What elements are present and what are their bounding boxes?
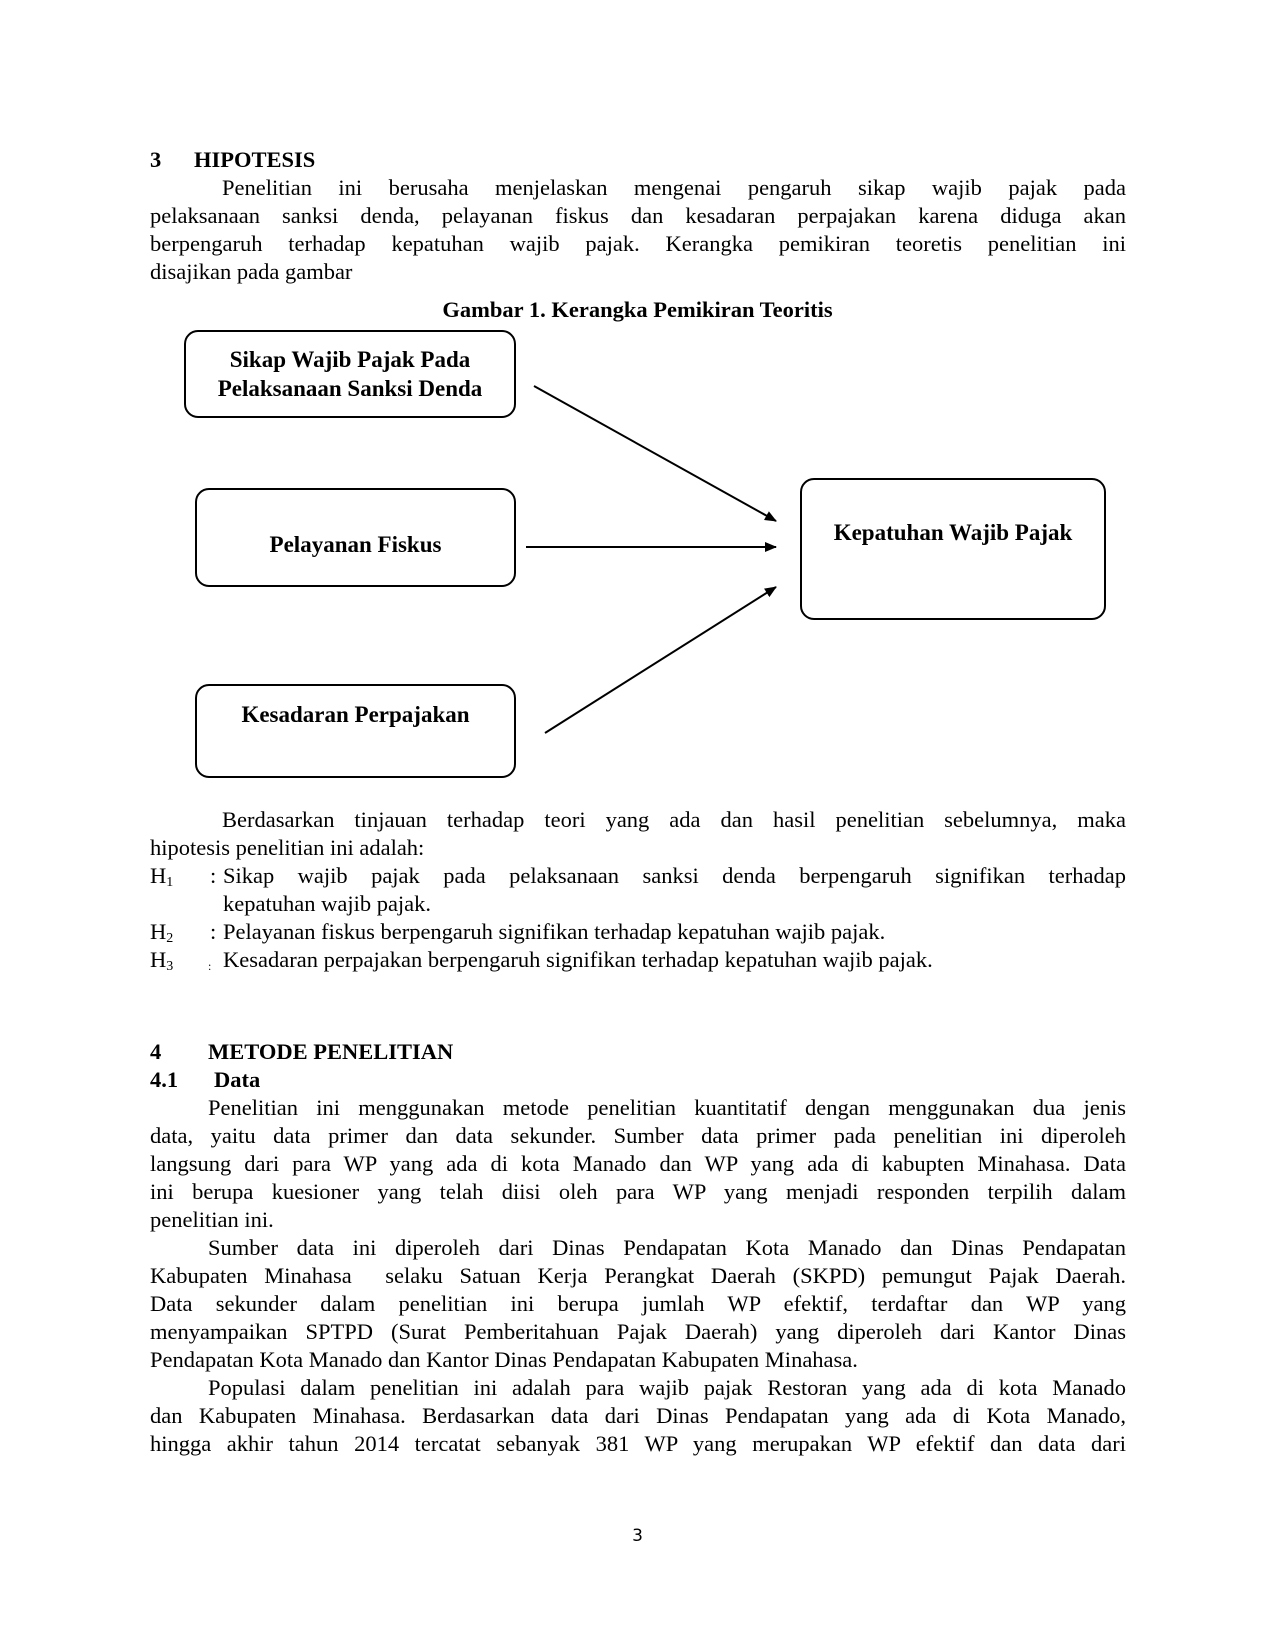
- hypotheses-intro-line: hipotesis penelitian ini adalah:: [150, 835, 425, 860]
- hypothesis-h3-text: Kesadaran perpajakan berpengaruh signifikan terhadap kepatuhan wajib pajak.: [223, 947, 933, 972]
- data-paragraph-1-line: langsung dari para WP yang ada di kota Manado dan WP yang ada di kabupten Minahasa. Data: [150, 1151, 1126, 1176]
- hypothesis-colon: :: [210, 919, 217, 944]
- data-paragraph-1-line: ini berupa kuesioner yang telah diisi oleh para WP yang menjadi responden terpilih dalam: [150, 1179, 1126, 1204]
- figure-caption: Gambar 1. Kerangka Pemikiran Teoritis: [442, 297, 833, 322]
- box-pelayanan-label: Pelayanan Fiskus: [269, 532, 442, 557]
- data-paragraph-1-line: Penelitian ini menggunakan metode penelitian kuantitatif dengan menggunakan dua jenis: [208, 1095, 1126, 1120]
- hypothesis-colon: :: [210, 863, 217, 888]
- section-3-paragraph-line: disajikan pada gambar: [150, 259, 353, 284]
- section-3-paragraph-line: Penelitian ini berusaha menjelaskan mengenai pengaruh sikap wajib pajak pada: [222, 175, 1126, 200]
- hypothesis-colon: :: [208, 959, 212, 973]
- data-paragraph-2-line: menyampaikan SPTPD (Surat Pemberitahuan Pajak Daerah) yang diperoleh dari Kantor Dinas: [150, 1319, 1126, 1344]
- hypothesis-h1-text: Sikap wajib pajak pada pelaksanaan sanksi denda berpengaruh signifikan terhadap: [223, 863, 1126, 888]
- data-paragraph-3-line: dan Kabupaten Minahasa. Berdasarkan data dari Dinas Pendapatan yang ada di Kota Manado,: [150, 1403, 1126, 1428]
- box-kesadaran-label: Kesadaran Perpajakan: [241, 702, 470, 727]
- data-paragraph-2-line: Pendapatan Kota Manado dan Kantor Dinas Pendapatan Kabupaten Minahasa.: [150, 1347, 858, 1372]
- section-4-number: 4: [150, 1039, 162, 1064]
- section-3-paragraph-line: berpengaruh terhadap kepatuhan wajib pajak. Kerangka pemikiran teoretis penelitian ini: [150, 231, 1126, 256]
- data-paragraph-2-line: Data sekunder dalam penelitian ini berupa jumlah WP efektif, terdaftar dan WP yang: [150, 1291, 1126, 1316]
- box-kepatuhan-label: Kepatuhan Wajib Pajak: [833, 520, 1073, 545]
- section-4-1-title: Data: [214, 1067, 261, 1092]
- section-4-title: METODE PENELITIAN: [208, 1039, 454, 1064]
- section-4-1-number: 4.1: [150, 1067, 179, 1092]
- data-paragraph-3-line: Populasi dalam penelitian ini adalah para wajib pajak Restoran yang ada di kota Manado: [208, 1375, 1126, 1400]
- data-paragraph-2-line: Kabupaten Minahasa selaku Satuan Kerja Perangkat Daerah (SKPD) pemungut Pajak Daerah.: [150, 1263, 1126, 1288]
- data-paragraph-3-line: hingga akhir tahun 2014 tercatat sebanyak 381 WP yang merupakan WP efektif dan data dari: [150, 1431, 1126, 1456]
- section-3-title: HIPOTESIS: [194, 147, 316, 172]
- box-sikap-line-2: Pelaksanaan Sanksi Denda: [217, 376, 483, 401]
- hypothesis-h2-text: Pelayanan fiskus berpengaruh signifikan terhadap kepatuhan wajib pajak.: [223, 919, 886, 944]
- data-paragraph-2-line: Sumber data ini diperoleh dari Dinas Pendapatan Kota Manado dan Dinas Pendapatan: [208, 1235, 1126, 1260]
- section-3-number: 3: [150, 147, 162, 172]
- box-sikap-line-1: Sikap Wajib Pajak Pada: [229, 347, 471, 372]
- hypothesis-label-h2: $H_2$: [150, 919, 174, 946]
- data-paragraph-1-line: penelitian ini.: [150, 1207, 274, 1232]
- hypothesis-h1-text-cont: kepatuhan wajib pajak.: [223, 891, 432, 916]
- arrow-kesadaran-to-kepatuhan: [545, 587, 776, 733]
- data-paragraph-1-line: data, yaitu data primer dan data sekunder. Sumber data primer pada penelitian ini diperoleh: [150, 1123, 1126, 1148]
- section-3-paragraph-line: pelaksanaan sanksi denda, pelayanan fiskus dan kesadaran perpajakan karena diduga akan: [150, 203, 1126, 228]
- hypothesis-label-h1: $H_1$: [150, 863, 174, 890]
- page-number: 3: [632, 1526, 643, 1546]
- hypothesis-label-h3: $H_3$: [150, 947, 174, 974]
- arrow-sikap-to-kepatuhan: [534, 386, 776, 521]
- hypotheses-intro-line: Berdasarkan tinjauan terhadap teori yang ada dan hasil penelitian sebelumnya, maka: [222, 807, 1126, 832]
